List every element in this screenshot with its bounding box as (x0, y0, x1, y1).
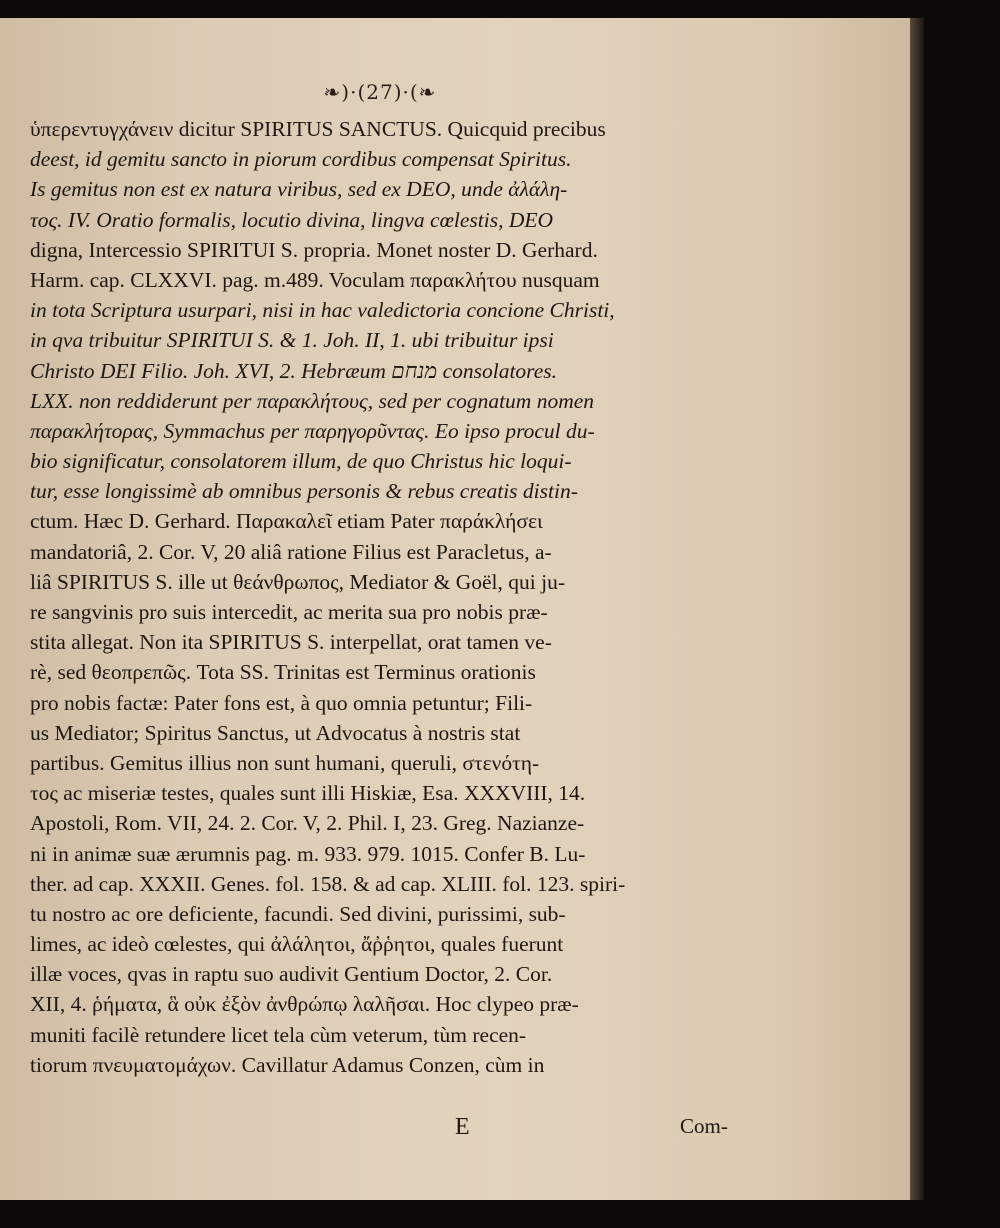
text-line: ὑπερεντυγχάνειν dicitur SPIRITUS SANCTUS. Quicquid precibus (30, 117, 606, 141)
text-line: Harm. cap. CLXXVI. pag. m.489. Voculam παρακλήτου nusquam (30, 267, 600, 292)
text-line: Christo DEI Filio. Joh. XVI, 2. Hebræum מנחם consolatores. (30, 358, 558, 383)
page-edge-shadow (910, 18, 924, 1200)
body-text (30, 114, 770, 1080)
text-line: mandatoriâ, 2. Cor. V, 20 aliâ ratione Filius est Paracletus, a- (30, 539, 552, 564)
text-line: παρακλήτορας, Symmachus per παρηγορῦντας. Eo ipso procul du- (30, 418, 595, 443)
text-line: ctum. Hæc D. Gerhard. Παρακαλεῖ etiam Pater παράκλήσει (30, 509, 543, 534)
text-line: Is gemitus non est ex natura viribus, sed ex DEO, unde ἀλάλη- (30, 177, 568, 202)
text-line: digna, Intercessio SPIRITUI S. propria. Monet noster D. Gerhard. (30, 237, 598, 262)
book-page (0, 18, 912, 1200)
text-line: ni in animæ suæ ærumnis pag. m. 933. 979. 1015. Confer B. Lu- (30, 841, 586, 866)
text-line: liâ SPIRITUS S. ille ut θεάνθρωπος, Mediator & Goël, qui ju- (30, 569, 565, 594)
text-line: rè, sed θεοπρεπῶς. Tota SS. Trinitas est Terminus orationis (30, 660, 536, 685)
catchword: Com- (680, 1114, 728, 1138)
text-line: in qva tribuitur SPIRITUI S. & 1. Joh. II, 1. ubi tribuitur ipsi (30, 328, 554, 353)
text-line: tiorum πνευματομάχων. Cavillatur Adamus Conzen, cùm in (30, 1052, 545, 1077)
text-line: partibus. Gemitus illius non sunt humani, queruli, στενότη- (30, 750, 540, 775)
text-line: muniti facilè retundere licet tela cùm veterum, tùm recen- (30, 1022, 527, 1047)
text-line: deest, id gemitu sancto in piorum cordibus compensat Spiritus. (30, 147, 572, 172)
text-line: in tota Scriptura usurpari, nisi in hac valedictoria concione Christi, (30, 298, 615, 323)
page-header: ❧)·(27)·(❧ (323, 80, 437, 104)
text-line: tu nostro ac ore deficiente, facundi. Sed divini, purissimi, sub- (30, 901, 566, 926)
text-line: LXX. non reddiderunt per παρακλήτους, sed per cognatum nomen (30, 388, 595, 413)
text-line: XII, 4. ῥήματα, ἃ οὐκ ἐξὸν ἀνθρώπῳ λαλῆσαι. Hoc clypeo præ- (30, 992, 579, 1017)
text-line: illæ voces, qvas in raptu suo audivit Gentium Doctor, 2. Cor. (30, 962, 553, 987)
text-line: tur, esse longissimè ab omnibus personis & rebus creatis distin- (30, 479, 578, 504)
text-line: τος ac miseriæ testes, quales sunt illi Hiskiæ, Esa. XXXVIII, 14. (30, 781, 586, 806)
text-line: Apostoli, Rom. VII, 24. 2. Cor. V, 2. Phil. I, 23. Greg. Nazianze- (30, 811, 585, 836)
text-line: stita allegat. Non ita SPIRITUS S. interpellat, orat tamen ve- (30, 630, 552, 655)
text-line: ther. ad cap. XXXII. Genes. fol. 158. & ad cap. XLIII. fol. 123. spiri- (30, 871, 626, 896)
text-line: us Mediator; Spiritus Sanctus, ut Advocatus à nostris stat (30, 720, 521, 745)
text-line: limes, ac ideò cœlestes, qui ἀλάλητοι, ἄῤῥητοι, quales fuerunt (30, 932, 564, 957)
text-line: τος. IV. Oratio formalis, locutio divina, lingva cœlestis, DEO (30, 207, 554, 232)
text-line: re sangvinis pro suis intercedit, ac merita sua pro nobis præ- (30, 600, 548, 624)
signature-mark: E (455, 1114, 470, 1140)
text-line: pro nobis factæ: Pater fons est, à quo omnia petuntur; Fili- (30, 690, 533, 715)
text-line: bio significatur, consolatorem illum, de quo Christus hic loqui- (30, 449, 572, 474)
